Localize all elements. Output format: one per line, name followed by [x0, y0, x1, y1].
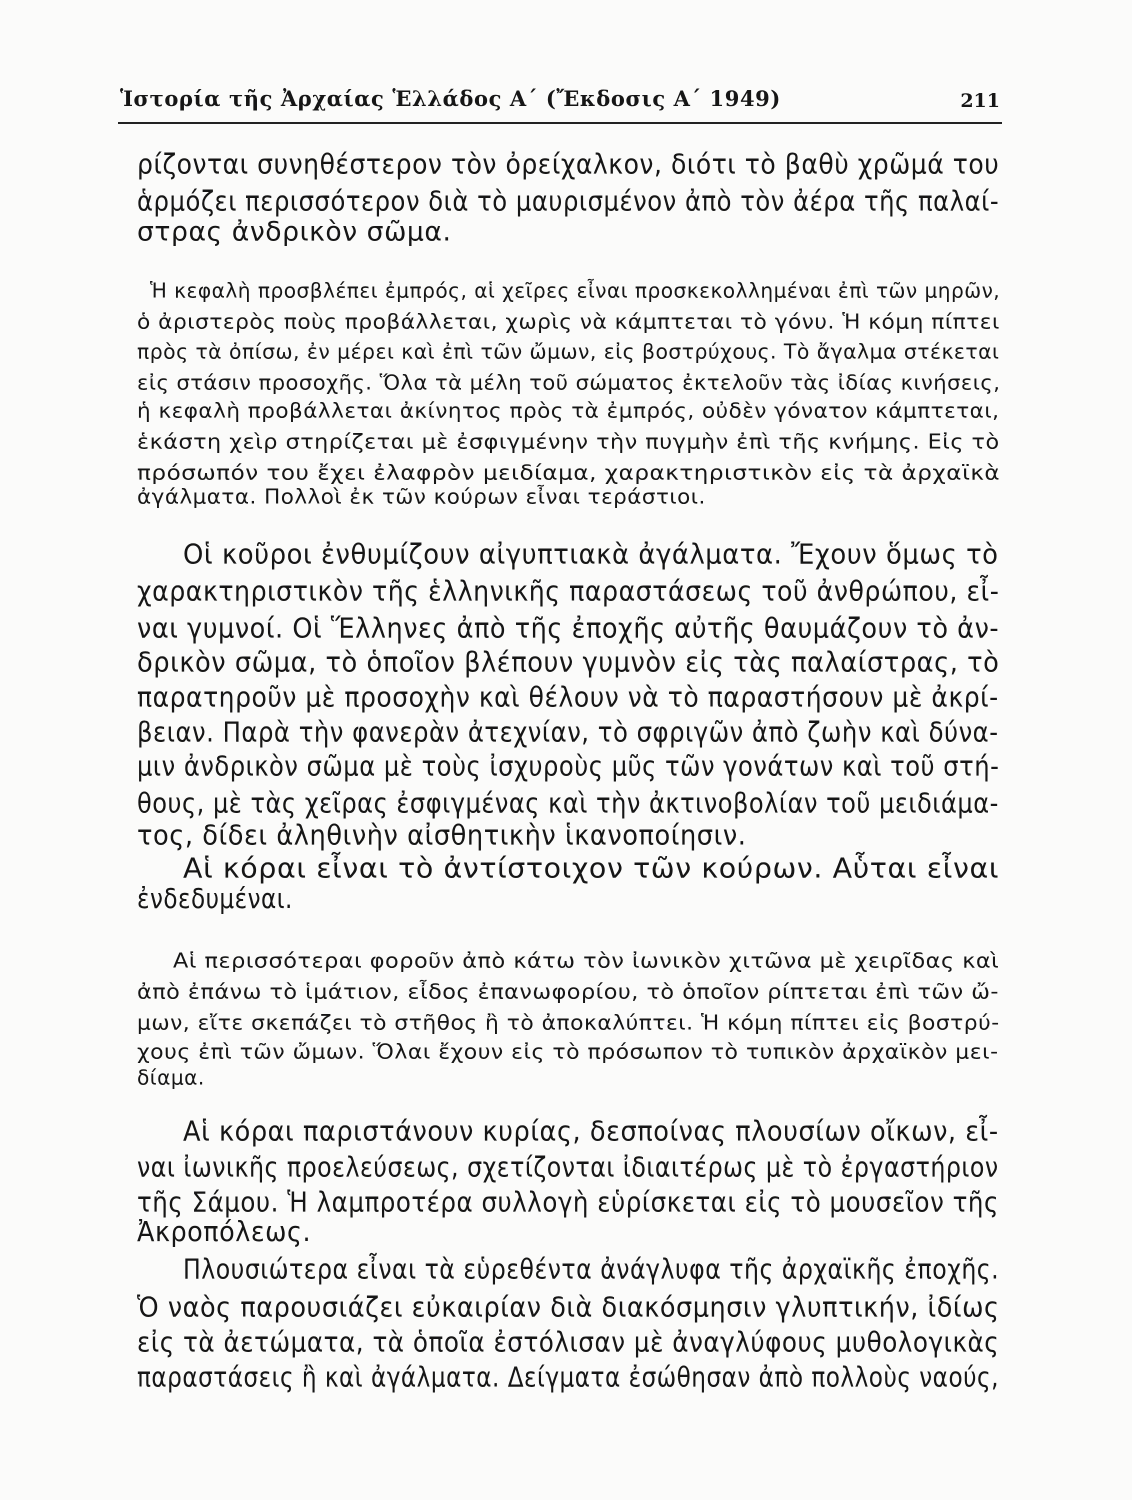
header-title: Ἱστορία τῆς Ἀρχαίας Ἑλλάδος Α΄ (Ἔκδοσις Α΄ 1949) — [120, 86, 781, 111]
text-line: ἡ κεφαλὴ προβάλλεται ἀκίνητος πρὸς τὰ ἐμπρός, οὐδὲν γόνατον κάμπτεται, — [137, 400, 1000, 423]
text-line: χαρακτηριστικὸν τῆς ἑλληνικῆς παραστάσεως τοῦ ἀνθρώπου, εἶ- — [137, 575, 1000, 608]
text-line: Ἀκροπόλεως. — [137, 1216, 312, 1248]
text-line: μιν ἀνδρικὸν σῶμα μὲ τοὺς ἰσχυροὺς μῦς τῶν γονάτων καὶ τοῦ στή- — [137, 750, 1000, 783]
text-line: Αἱ κόραι εἶναι τὸ ἀντίστοιχον τῶν κούρων. Αὗται εἶναι — [183, 851, 1000, 885]
text-line: ἀγάλματα. Πολλοὶ ἐκ τῶν κούρων εἶναι τεράστιοι. — [137, 485, 706, 509]
text-line: Ἡ κεφαλὴ προσβλέπει ἐμπρός, αἱ χεῖρες εἶναι προσκεκολλημέναι ἐπὶ τῶν μηρῶν, — [150, 280, 1001, 303]
text-line: Οἱ κοῦροι ἐνθυμίζουν αἰγυπτιακὰ ἀγάλματα. Ἔχουν ὅμως τὸ — [183, 537, 999, 571]
text-line: τος, δίδει ἀληθινὴν αἰσθητικὴν ἱκανοποίησιν. — [137, 818, 747, 852]
text-line: Ὁ ναὸς παρουσιάζει εὐκαιρίαν διὰ διακόσμησιν γλυπτικήν, ἰδίως — [137, 1291, 1000, 1324]
text-line: ναι γυμνοί. Οἱ Ἕλληνες ἀπὸ τῆς ἐποχῆς αὐτῆς θαυμάζουν τὸ ἀν- — [137, 611, 1000, 645]
text-line: ἀπὸ ἐπάνω τὸ ἱμάτιον, εἶδος ἐπανωφορίου, τὸ ὁποῖον ρίπτεται ἐπὶ τῶν ὤ- — [137, 981, 999, 1004]
text-line: πρόσωπόν του ἔχει ἐλαφρὸν μειδίαμα, χαρακτηριστικὸν εἰς τὰ ἀρχαϊκὰ — [137, 461, 1001, 485]
text-line: ἐνδεδυμέναι. — [137, 883, 293, 915]
page-number: 211 — [960, 90, 1000, 112]
text-line: χους ἐπὶ τῶν ὤμων. Ὅλαι ἔχουν εἰς τὸ πρόσωπον τὸ τυπικὸν ἀρχαϊκὸν μει- — [137, 1040, 999, 1064]
text-line: τῆς Σάμου. Ἡ λαμπροτέρα συλλογὴ εὑρίσκεται εἰς τὸ μουσεῖον τῆς — [137, 1186, 999, 1219]
text-line: παρατηροῦν μὲ προσοχὴν καὶ θέλουν νὰ τὸ παραστήσουν μὲ ἀκρί- — [137, 681, 999, 714]
text-line: εἰς στάσιν προσοχῆς. Ὅλα τὰ μέλη τοῦ σώματος ἐκτελοῦν τὰς ἰδίας κινήσεις, — [137, 371, 1001, 395]
text-line: ρίζονται συνηθέστερον τὸν ὀρείχαλκον, διότι τὸ βαθὺ χρῶμά του — [137, 147, 1000, 181]
text-line: βειαν. Παρὰ τὴν φανερὰν ἀτεχνίαν, τὸ σφριγῶν ἀπὸ ζωὴν καὶ δύνα- — [137, 716, 999, 749]
text-line: ἁρμόζει περισσότερον διὰ τὸ μαυρισμένον ἀπὸ τὸν ἀέρα τῆς παλαί- — [137, 184, 1000, 218]
text-line: Πλουσιώτερα εἶναι τὰ εὑρεθέντα ἀνάγλυφα τῆς ἀρχαϊκῆς ἐποχῆς. — [183, 1253, 1000, 1286]
text-line: Αἱ κόραι παριστάνουν κυρίας, δεσποίνας πλουσίων οἴκων, εἶ- — [183, 1114, 999, 1148]
text-line: Αἱ περισσότεραι φοροῦν ἀπὸ κάτω τὸν ἰωνικὸν χιτῶνα μὲ χειρῖδας καὶ — [173, 950, 1000, 973]
text-line: ὁ ἀριστερὸς ποὺς προβάλλεται, χωρὶς νὰ κάμπτεται τὸ γόνυ. Ἡ κόμη πίπτει — [137, 310, 1000, 334]
text-line: θους, μὲ τὰς χεῖρας ἐσφιγμένας καὶ τὴν ἀκτινοβολίαν τοῦ μειδιάμα- — [137, 786, 999, 820]
text-line: εἰς τὰ ἀετώματα, τὰ ὁποῖα ἐστόλισαν μὲ ἀναγλύφους μυθολογικὰς — [137, 1326, 1000, 1359]
text-line: παραστάσεις ἢ καὶ ἀγάλματα. Δείγματα ἐσώθησαν ἀπὸ πολλοὺς ναούς, — [137, 1361, 999, 1394]
text-line: πρὸς τὰ ὀπίσω, ἐν μέρει καὶ ἐπὶ τῶν ὤμων, εἰς βοστρύχους. Τὸ ἄγαλμα στέκεται — [137, 341, 1000, 364]
text-line: μων, εἴτε σκεπάζει τὸ στῆθος ἢ τὸ ἀποκαλύπτει. Ἡ κόμη πίπτει εἰς βοστρύ- — [137, 1012, 1000, 1035]
text-line: ναι ἰωνικῆς προελεύσεως, σχετίζονται ἰδιαιτέρως μὲ τὸ ἐργαστήριον — [137, 1150, 999, 1184]
running-header — [118, 82, 1002, 124]
text-line: ἑκάστη χεὶρ στηρίζεται μὲ ἐσφιγμένην τὴν πυγμὴν ἐπὶ τῆς κνήμης. Εἰς τὸ — [137, 430, 1000, 454]
text-line: δρικὸν σῶμα, τὸ ὁποῖον βλέπουν γυμνὸν εἰς τὰς παλαίστρας, τὸ — [137, 646, 1000, 679]
text-line: δίαμα. — [137, 1066, 205, 1090]
text-line: στρας ἀνδρικὸν σῶμα. — [137, 216, 452, 247]
